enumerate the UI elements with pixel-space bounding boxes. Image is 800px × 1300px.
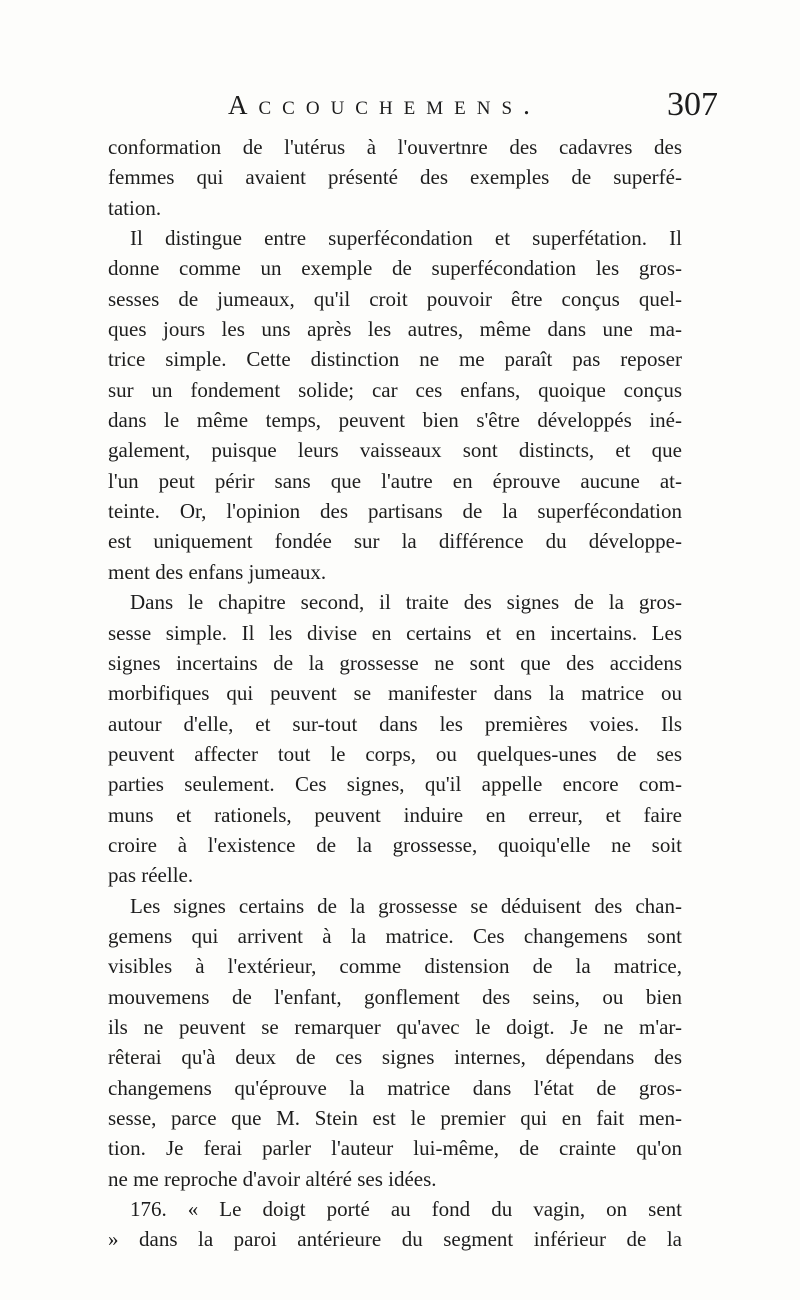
text-line: pas réelle. bbox=[108, 863, 194, 888]
text-line: mouvemens de l'enfant, gonflement des seins, ou bien bbox=[108, 984, 682, 1009]
text-line: ques jours les uns après les autres, même dans une ma- bbox=[108, 317, 682, 342]
text-line: Il distingue entre superfécondation et superfétation. Il bbox=[130, 226, 682, 251]
text-line: gemens qui arrivent à la matrice. Ces changemens sont bbox=[108, 923, 682, 948]
text-line: sur un fondement solide; car ces enfans, quoique conçus bbox=[108, 377, 682, 402]
text-line: teinte. Or, l'opinion des partisans de la superfécondation bbox=[108, 499, 682, 524]
text-line: trice simple. Cette distinction ne me paraît pas reposer bbox=[108, 347, 682, 372]
text-line: l'un peut périr sans que l'autre en éprouve aucune at- bbox=[108, 468, 682, 493]
text-line: 176. « Le doigt porté au fond du vagin, on sent bbox=[130, 1197, 682, 1222]
text-line: conformation de l'utérus à l'ouvertnre des cadavres des bbox=[108, 135, 682, 159]
text-line: visibles à l'extérieur, comme distension de la matrice, bbox=[108, 954, 682, 979]
text-line: signes incertains de la grossesse ne sont que des accidens bbox=[108, 650, 682, 675]
running-head bbox=[108, 86, 720, 126]
text-line: dans le même temps, peuvent bien s'être développés iné- bbox=[108, 408, 682, 433]
text-line: muns et rationels, peuvent induire en erreur, et faire bbox=[108, 802, 682, 827]
text-line: sesse simple. Il les divise en certains et en incertains. Les bbox=[108, 620, 682, 645]
text-line: Les signes certains de la grossesse se déduisent des chan- bbox=[130, 893, 682, 918]
text-line: peuvent affecter tout le corps, ou quelques-unes de ses bbox=[108, 741, 682, 766]
running-title: Accouchemens. bbox=[228, 90, 541, 120]
text-line: est uniquement fondée sur la différence du développe- bbox=[108, 529, 682, 554]
text-line: ne me reproche d'avoir altéré ses idées. bbox=[108, 1166, 437, 1191]
body-text bbox=[108, 132, 682, 1255]
page-number: 307 bbox=[667, 86, 718, 123]
text-line: croire à l'existence de la grossesse, quoiqu'elle ne soit bbox=[108, 832, 682, 857]
text-line: ils ne peuvent se remarquer qu'avec le doigt. Je ne m'ar- bbox=[108, 1014, 682, 1039]
text-line: parties seulement. Ces signes, qu'il appelle encore com- bbox=[108, 772, 682, 797]
text-line: donne comme un exemple de superfécondation les gros- bbox=[108, 256, 682, 281]
text-line: morbifiques qui peuvent se manifester dans la matrice ou bbox=[108, 681, 682, 706]
text-line: tion. Je ferai parler l'auteur lui-même, de crainte qu'on bbox=[108, 1136, 682, 1161]
text-line: Dans le chapitre second, il traite des signes de la gros- bbox=[130, 590, 682, 615]
text-line: sesses de jumeaux, qu'il croit pouvoir être conçus quel- bbox=[108, 286, 682, 311]
text-line: galement, puisque leurs vaisseaux sont distincts, et que bbox=[108, 438, 682, 463]
text-line: ment des enfans jumeaux. bbox=[108, 559, 327, 584]
text-line: rêterai qu'à deux de ces signes internes, dépendans des bbox=[108, 1045, 682, 1070]
text-line: autour d'elle, et sur-tout dans les premières voies. Ils bbox=[108, 711, 682, 736]
text-line: » dans la paroi antérieure du segment inférieur de la bbox=[108, 1227, 682, 1252]
text-line: changemens qu'éprouve la matrice dans l'état de gros- bbox=[108, 1075, 682, 1100]
text-line: femmes qui avaient présenté des exemples de superfé- bbox=[108, 165, 682, 190]
text-line: sesse, parce que M. Stein est le premier qui en fait men- bbox=[108, 1106, 682, 1130]
text-line: tation. bbox=[108, 195, 162, 220]
